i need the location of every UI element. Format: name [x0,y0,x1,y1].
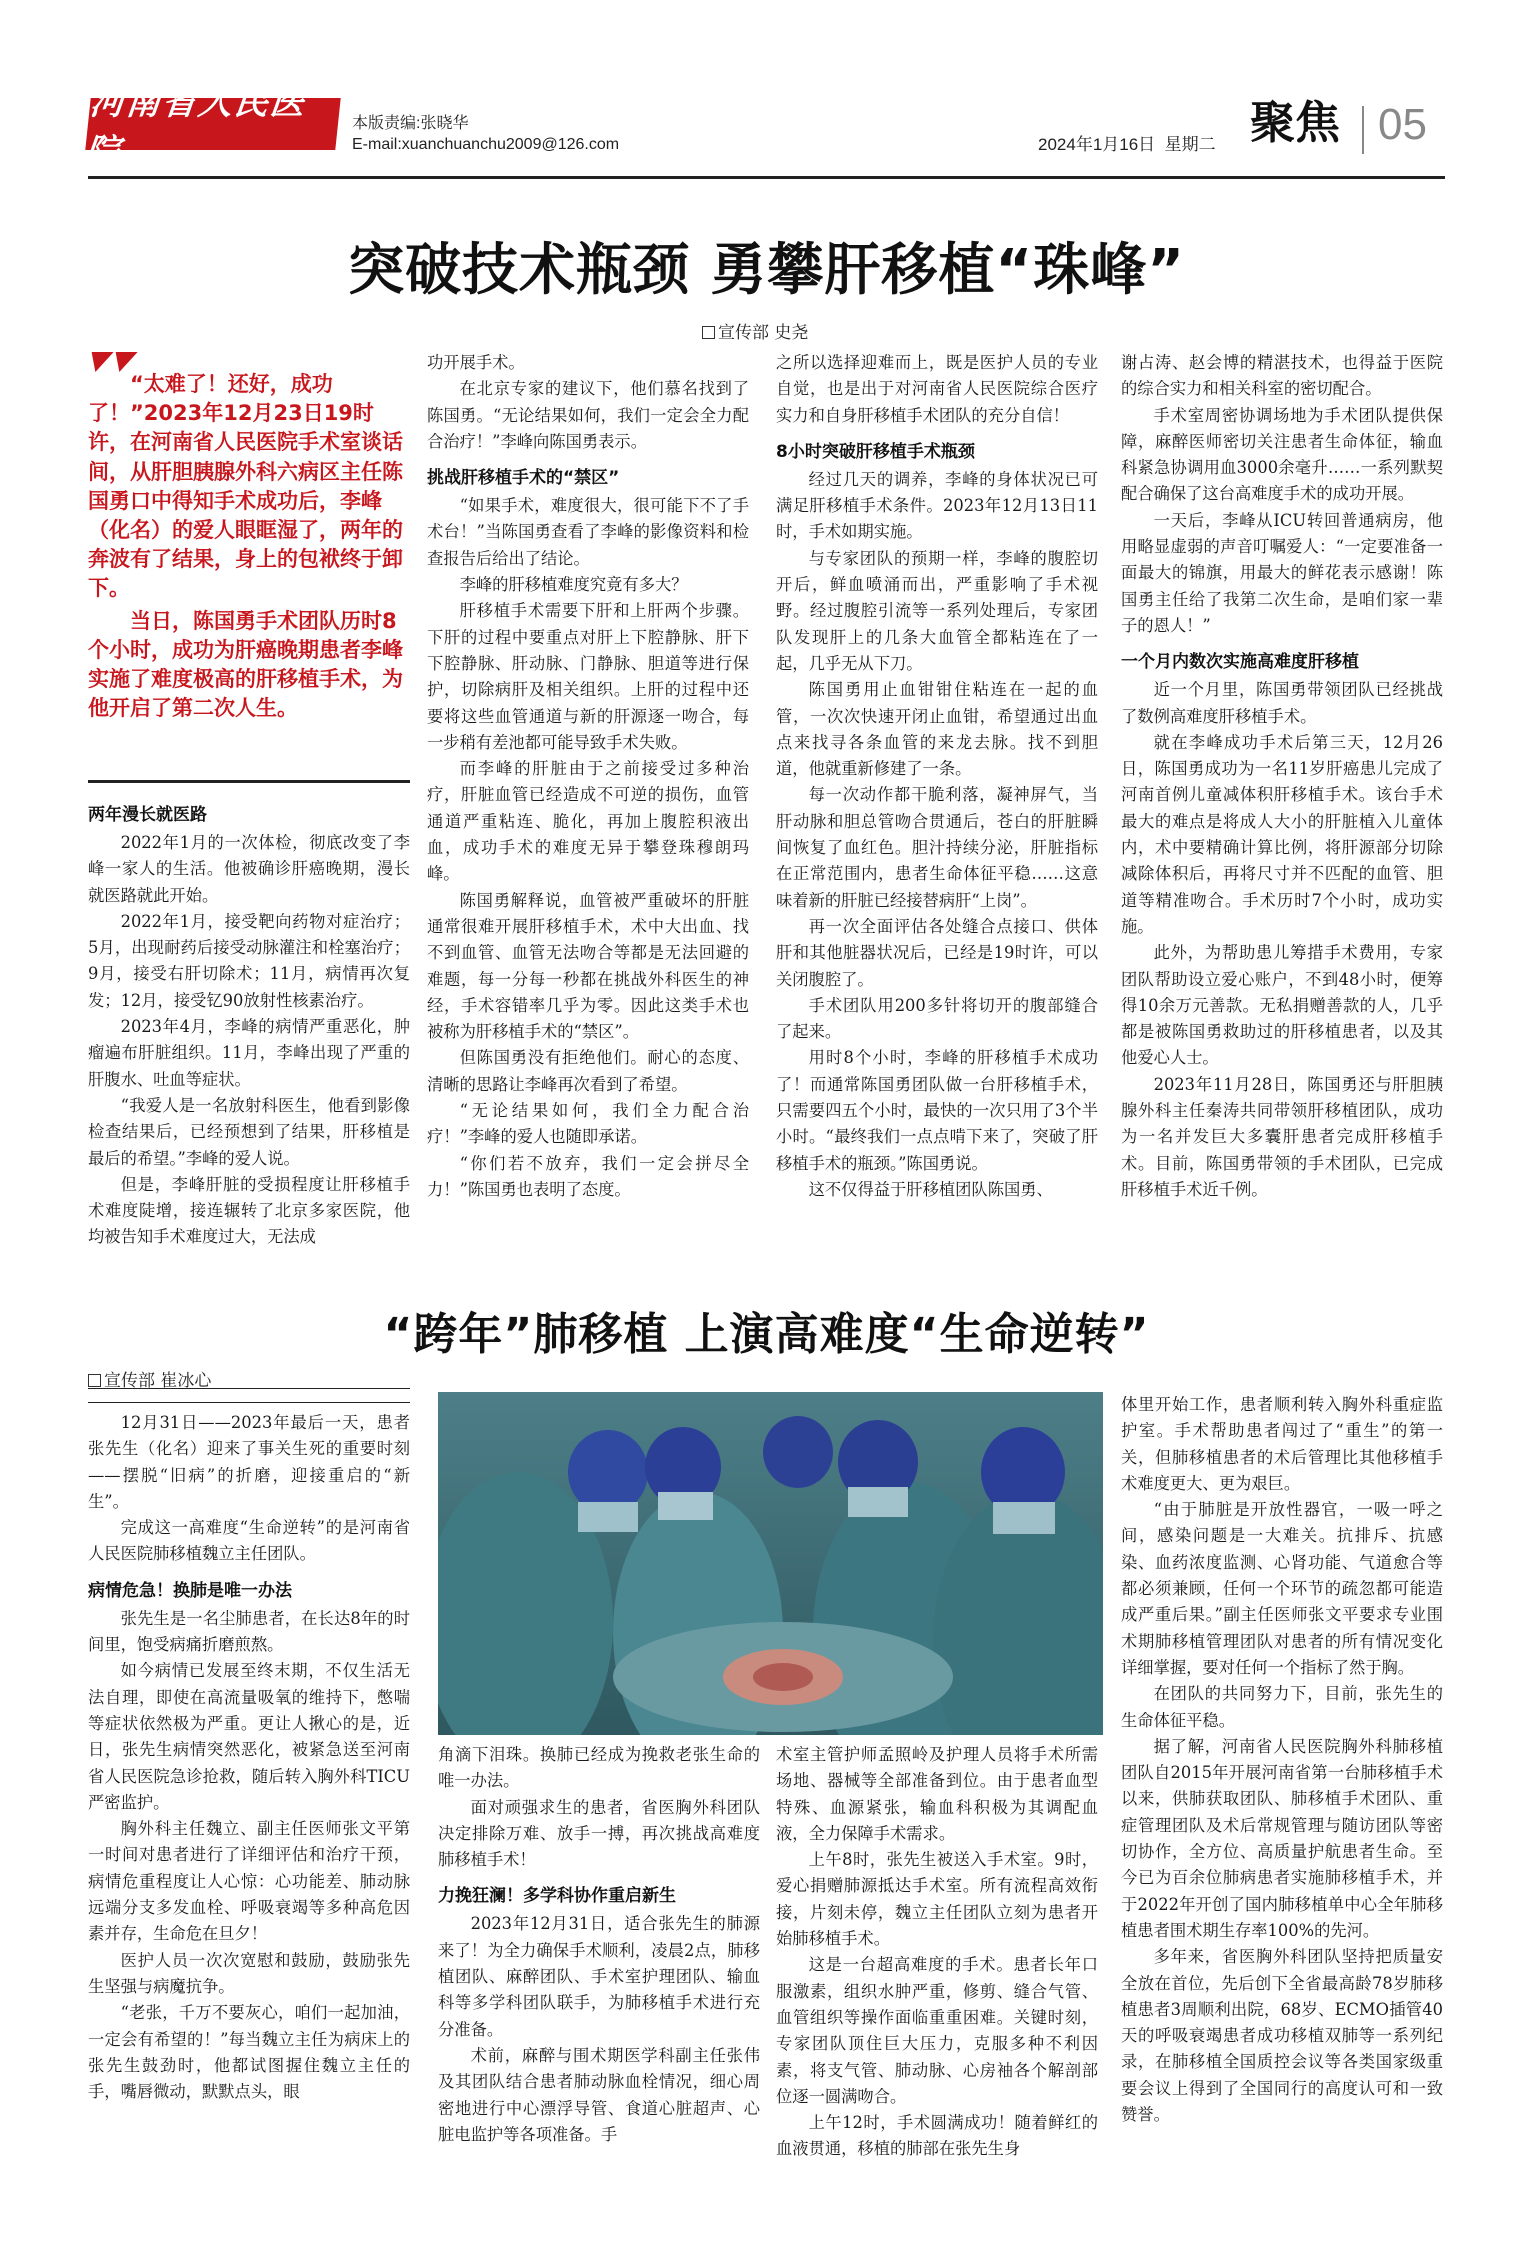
body-paragraph: 医护人员一次次宽慰和鼓励，鼓励张先生坚强与病魔抗争。 [88,1950,410,1996]
body-paragraph: 2022年1月的一次体检，彻底改变了李峰一家人的生活。他被确诊肝癌晚期，漫长就医路就此开始。 [88,833,410,905]
weekday-text: 星期二 [1164,135,1216,154]
body-paragraph: 上午12时，手术圆满成功！随着鲜红的血液贯通，移植的肺部在张先生身 [776,2113,1098,2159]
article1-column-2 [427,350,749,1260]
body-paragraph: 2023年4月，李峰的病情严重恶化，肿瘤遍布肝脏组织。11月，李峰出现了严重的肝腹水、吐血等症状。 [88,1017,410,1089]
body-paragraph: 完成这一高难度“生命逆转”的是河南省人民医院肺移植魏立主任团队。 [88,1518,410,1564]
article2-title: “跨年”肺移植 上演高难度“生命逆转” [383,1309,1150,1360]
surgery-photo-illustration [438,1392,1103,1735]
body-paragraph: 一天后，李峰从ICU转回普通病房，他用略显虚弱的声音叮嘱爱人：“一定要准备一面最大的锦旗，用最大的鲜花表示感谢！陈国勇主任给了我第二次生命，是咱们家一辈子的恩人！” [1121,510,1443,635]
article1-column-4 [1121,350,1443,1260]
body-paragraph: 与专家团队的预期一样，李峰的腹腔切开后，鲜血喷涌而出，严重影响了手术视野。经过腹腔引流等一系列处理后，专家团队发现肝上的几条大血管全都粘连在了一起，几乎无从下刀。 [776,548,1098,673]
article1-byline-text: 宣传部 史尧 [718,323,809,343]
body-paragraph: 角滴下泪珠。换肺已经成为挽救老张生命的唯一办法。 [438,1745,760,1791]
body-paragraph: “由于肺脏是开放性器官，一吸一呼之间，感染问题是一大难关。抗排斥、抗感染、血药浓度监测、心肾功能、气道愈合等都必须兼顾，任何一个环节的疏忽都可能造成严重后果。”副主任医师张文平要求专业围术期肺移植管理团队对患者的所有情况变化详细掌握，要对任何一个指标了然于胸。 [1121,1500,1443,1677]
page-number: 05 [1378,100,1427,149]
section-heading: 挑战肝移植手术的“禁区” [427,468,620,489]
body-paragraph: 上午8时，张先生被送入手术室。9时，爱心捐赠肺源抵达手术室。所有流程高效衔接，片刻未停，魏立主任团队立刻为患者开始肺移植手术。 [776,1850,1098,1949]
body-paragraph: 而李峰的肝脏由于之前接受过多种治疗，肝脏血管已经造成不可逆的损伤，血管通道严重粘连、脆化，再加上腹腔积液出血，成功手术的难度无异于攀登珠穆朗玛峰。 [427,759,749,884]
section-heading: 力挽狂澜！多学科协作重启新生 [438,1886,676,1907]
body-paragraph: 就在李峰成功手术后第三天，12月26日，陈国勇成功为一名11岁肝癌患儿完成了河南首例儿童减体积肝移植手术。该台手术最大的难点是将成人大小的肝脏植入儿童体内，术中要精确计算比例，将肝源部分切除减除体积后，再将尺寸并不匹配的血管、胆道等精准吻合。手术历时7个小时，成功实施。 [1121,732,1443,936]
body-paragraph: 胸外科主任魏立、副主任医师张文平第一时间对患者进行了详细评估和治疗干预，病情危重程度让人心惊：心功能差、肺动脉远端分支多发血栓、呼吸衰竭等多种高危因素并存，生命危在旦夕！ [88,1819,410,1944]
body-paragraph: 此外，为帮助患儿筹措手术费用，专家团队帮助设立爱心账户，不到48小时，便筹得10余万元善款。无私捐赠善款的人，几乎都是被陈国勇救助过的肝移植患者，以及其他爱心人士。 [1121,943,1443,1068]
section-heading: 两年漫长就医路 [88,805,207,825]
lead-paragraph: “太难了！还好，成功了！”2023年12月23日19时许，在河南省人民医院手术室谈话间，从肝胆胰腺外科六病区主任陈国勇口中得知手术成功后，李峰（化名）的爱人眼眶湿了，两年的奔波有了结果，身上的包袱终于卸下。 [88,372,403,601]
body-paragraph: 在北京专家的建议下，他们慕名找到了陈国勇。“无论结果如何，我们一定会全力配合治疗！”李峰向陈国勇表示。 [427,379,749,451]
body-paragraph: “我爱人是一名放射科医生，他看到影像检查结果后，已经预想到了结果，肝移植是最后的希望。”李峰的爱人说。 [88,1095,410,1168]
date-text: 2024年1月16日 [1038,135,1156,154]
body-paragraph: 肝移植手术需要下肝和上肝两个步骤。下肝的过程中要重点对肝上下腔静脉、肝下下腔静脉、肝动脉、门静脉、胆道等进行保护，切除病肝及相关组织。上肝的过程中还要将这些血管通道与新的肝源逐一吻合，每一步稍有差池都可能导致手术失败。 [427,601,749,752]
body-paragraph: “你们若不放弃，我们一定会拼尽全力！”陈国勇也表明了态度。 [427,1153,749,1199]
article1-title: 突破技术瓶颈 勇攀肝移植“珠峰” [347,238,1186,303]
masthead-rule [88,176,1445,179]
lead-paragraph: 当日，陈国勇手术团队历时8个小时，成功为肝癌晚期患者李峰实施了难度极高的肝移植手术，为他开启了第二次人生。 [88,608,403,721]
article2-column-3 [776,1742,1098,2210]
section-heading: 8小时突破肝移植手术瓶颈 [776,441,975,462]
article1-column-1 [88,792,410,1260]
article1-column-3 [776,350,1098,1260]
body-paragraph: 但陈国勇没有拒绝他们。耐心的态度、清晰的思路让李峰再次看到了希望。 [427,1048,749,1094]
body-paragraph: 12月31日——2023年最后一天，患者张先生（化名）迎来了事关生死的重要时刻——摆脱“旧病”的折磨，迎接重启的“新生”。 [88,1413,410,1511]
surgery-photo [438,1392,1103,1735]
body-paragraph: 2022年1月，接受靶向药物对症治疗；5月，出现耐药后接受动脉灌注和栓塞治疗；9月，接受右肝切除术；11月，病情再次复发；12月，接受钇90放射性核素治疗。 [88,911,410,1010]
section-divider [1362,106,1364,154]
body-paragraph: 用时8个小时，李峰的肝移植手术成功了！而通常陈国勇团队做一台肝移植手术，只需要四五个小时，最快的一次只用了3个半小时。“最终我们一点点啃下来了，突破了肝移植手术的瓶颈。”陈国勇说。 [776,1048,1098,1173]
article2-byline [88,1366,211,1391]
body-paragraph: 面对顽强求生的患者，省医胸外科团队决定排除万难、放手一搏，再次挑战高难度肺移植手术！ [438,1797,760,1870]
byline-box-icon [702,326,715,339]
article1-byline [702,318,808,343]
body-paragraph: 经过几天的调养，李峰的身体状况已可满足肝移植手术条件。2023年12月13日11时，手术如期实施。 [776,469,1098,542]
article2-column-4 [1121,1392,1443,2210]
body-paragraph: 手术团队用200多针将切开的腹部缝合了起来。 [776,995,1098,1042]
body-paragraph: “无论结果如何，我们全力配合治疗！”李峰的爱人也随即承诺。 [427,1101,749,1147]
body-paragraph: 手术室周密协调场地为手术团队提供保障，麻醉医师密切关注患者生命体征，输血科紧急协调用血3000余毫升……一系列默契配合确保了这台高难度手术的成功开展。 [1121,405,1443,504]
body-paragraph: 术前，麻醉与围术期医学科副主任张伟及其团队结合患者肺动脉血栓情况，细心周密地进行中心漂浮导管、食道心脏超声、心脏电监护等各项准备。手 [438,2045,760,2144]
body-paragraph: 张先生是一名尘肺患者，在长达8年的时间里，饱受病痛折磨煎熬。 [88,1608,410,1655]
logo-text: 河南省人民医院 [82,83,309,172]
body-paragraph: 功开展手术。 [427,353,525,372]
article2-byline-text: 宣传部 崔冰心 [104,1371,212,1391]
body-paragraph: 如今病情已发展至终末期，不仅生活无法自理，即使在高流量吸氧的维持下，憋喘等症状依然极为严重。更让人揪心的是，近日，张先生病情突然恶化，被紧急送至河南省人民医院急诊抢救，随后转入胸外科TICU严密监护。 [88,1661,410,1812]
body-paragraph: 据了解，河南省人民医院胸外科肺移植团队自2015年开展河南省第一台肺移植手术以来，供肺获取团队、肺移植手术团队、重症管理团队及术后常规管理与随访团队等密切协作，全方位、高质量护航患者生命。至今已为百余位肺病患者实施肺移植手术，并于2022年开创了国内肺移植单中心全年肺移植患者围术期生存率100%的先河。 [1121,1736,1443,1940]
body-paragraph: 之所以选择迎难而上，既是医护人员的专业自觉，也是出于对河南省人民医院综合医疗实力和自身肝移植手术团队的充分自信！ [776,353,1098,425]
body-paragraph: 每一次动作都干脆利落，凝神屏气，当肝动脉和胆总管吻合贯通后，苍白的肝脏瞬间恢复了血红色。胆汁持续分泌，肝脏指标在正常范围内，患者生命体征平稳……这意味着新的肝脏已经接替病肝“上岗”。 [776,785,1098,910]
body-paragraph: 近一个月里，陈国勇带领团队已经挑战了数例高难度肝移植手术。 [1121,680,1443,726]
editor-name: 本版责编:张晓华 [352,115,469,132]
issue-date [1038,130,1216,155]
body-paragraph: 在团队的共同努力下，目前，张先生的生命体征平稳。 [1121,1684,1443,1730]
body-paragraph: 多年来，省医胸外科团队坚持把质量安全放在首位，先后创下全省最高龄78岁肺移植患者3周顺利出院，68岁、ECMO插管40天的呼吸衰竭患者成功移植双肺等一系列纪录，在肺移植全国质控会议等各类国家级重要会议上得到了全国同行的高度认可和一致赞誉。 [1121,1947,1443,2125]
body-paragraph: 再一次全面评估各处缝合点接口、供体肝和其他脏器状况后，已经是19时许，可以关闭腹腔了。 [776,916,1098,989]
body-paragraph: 李峰的肝移植难度究竟有多大？ [459,575,688,595]
body-paragraph: 陈国勇用止血钳钳住粘连在一起的血管，一次次快速开闭止血钳，希望通过出血点来找寻各条血管的来龙去脉。找不到胆道，他就重新修建了一条。 [776,680,1098,779]
editor-info [352,113,619,155]
body-paragraph: “如果手术，难度很大，很可能下不了手术台！”当陈国勇查看了李峰的影像资料和检查报告后给出了结论。 [427,496,749,568]
lead-rule [88,780,410,783]
body-paragraph: 但是，李峰肝脏的受损程度让肝移植手术难度陡增，接连辗转了北京多家医院，他均被告知手术难度过大，无法成 [88,1174,410,1247]
body-paragraph: 陈国勇解释说，血管被严重破坏的肝脏通常很难开展肝移植手术，术中大出血、找不到血管、血管无法吻合等都是无法回避的难题，每一分每一秒都在挑战外科医生的神经，手术容错率几乎为零。因此这类手术也被称为肝移植手术的“禁区”。 [427,890,749,1042]
body-paragraph: 2023年11月28日，陈国勇还与肝胆胰腺外科主任秦涛共同带领肝移植团队，成功为一名并发巨大多囊肝患者完成肝移植手术。目前，陈国勇带领的手术团队，已完成肝移植手术近千例。 [1121,1074,1443,1199]
article1-lead [88,370,410,726]
body-paragraph: 术室主管护师孟照岭及护理人员将手术所需场地、器械等全部准备到位。由于患者血型特殊、血源紧张，输血科积极为其调配血液，全力保障手术需求。 [776,1745,1098,1843]
article2-column-1 [88,1410,410,2210]
editor-email: E-mail:xuanchuanchu2009@126.com [352,136,620,153]
body-paragraph: 谢占涛、赵会博的精湛技术，也得益于医院的综合实力和相关科室的密切配合。 [1121,353,1443,399]
hospital-logo [82,83,340,172]
article2-byline-rule [88,1402,410,1403]
section-name: 聚焦 [1250,96,1341,149]
body-paragraph: 这是一台超高难度的手术。患者长年口服激素，组织水肿严重，修剪、缝合气管、血管组织等操作面临重重困难。关键时刻，专家团队顶住巨大压力，克服多种不利因素，将支气管、肺动脉、心房袖各个解剖部位逐一圆满吻合。 [776,1955,1098,2106]
section-heading: 一个月内数次实施高难度肝移植 [1121,652,1359,673]
body-paragraph: “老张，千万不要灰心，咱们一起加油，一定会有希望的！”每当魏立主任为病床上的张先生鼓劲时，他都试图握住魏立主任的手，嘴唇微动，默默点头，眼 [88,2003,410,2102]
body-paragraph: 体里开始工作，患者顺利转入胸外科重症监护室。手术帮助患者闯过了“重生”的第一关，但肺移植患者的术后管理比其他移植手术难度更大、更为艰巨。 [1121,1395,1443,1493]
article2-column-2 [438,1742,760,2210]
section-heading: 病情危急！换肺是唯一办法 [88,1580,292,1601]
byline-box-icon [88,1374,101,1387]
body-paragraph: 2023年12月31日，适合张先生的肺源来了！为全力确保手术顺利，凌晨2点，肺移植团队、麻醉团队、手术室护理团队、输血科等多学科团队联手，为肺移植手术进行充分准备。 [438,1914,760,2039]
body-paragraph: 这不仅得益于肝移植团队陈国勇、 [808,1179,1053,1199]
